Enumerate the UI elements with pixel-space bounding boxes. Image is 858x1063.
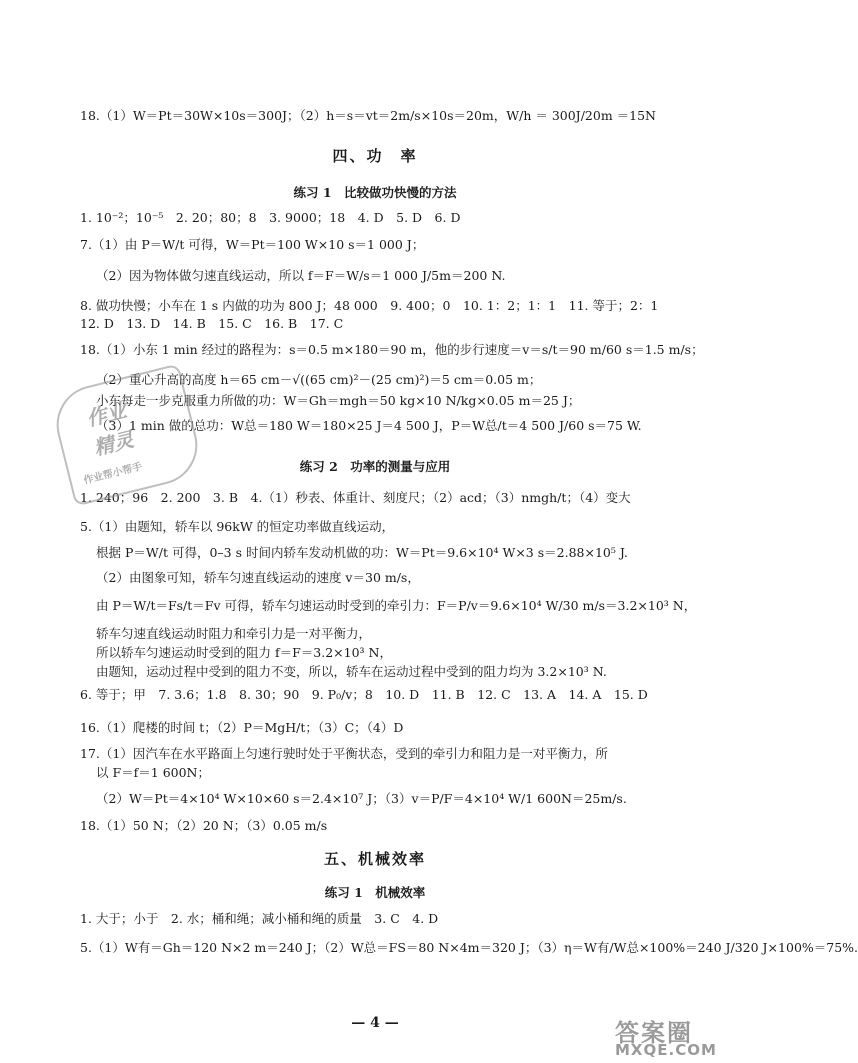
stamp-text: 精灵 [91, 426, 136, 460]
watermark-title: 答案圈 [615, 1019, 693, 1047]
answer-line: （2）由图象可知，轿车匀速直线运动的速度 v＝30 m/s， [96, 570, 420, 585]
answer-line: 18.（1）小东 1 min 经过的路程为：s＝0.5 m×180＝90 m，他的步行速度＝v＝s/t＝90 m/60 s＝1.5 m/s； [80, 342, 704, 357]
answer-line: 由 P＝W/t＝Fs/t＝Fv 可得，轿车匀速运动时受到的牵引力：F＝P/v＝9.6×10⁴ W/30 m/s＝3.2×10³ N， [96, 598, 697, 613]
answer-line: 轿车匀速直线运动时阻力和牵引力是一对平衡力， [96, 626, 372, 641]
answer-line: 1. 240；96 2. 200 3. B 4.（1）秒表、体重计、刻度尺；（2）acd；（3）nmgh/t；（4）变大 [80, 490, 631, 505]
answer-line: 18.（1）W＝Pt＝30W×10s＝300J；（2）h＝s＝vt＝2m/s×10s＝20m，W/h ＝ 300J/20m ＝15N [80, 108, 656, 123]
answer-line: 12. D 13. D 14. B 15. C 16. B 17. C [80, 316, 344, 331]
answer-line: 由题知，运动过程中受到的阻力不变，所以，轿车在运动过程中受到的阻力均为 3.2×10³ N. [96, 664, 607, 679]
answer-line: 18.（1）50 N；（2）20 N；（3）0.05 m/s [80, 818, 328, 833]
answer-line: 5.（1）W有＝Gh＝120 N×2 m＝240 J；（2）W总＝FS＝80 N×4m＝320 J；（3）η＝W有/W总×100%＝240 J/320 J×100%＝75%. [80, 940, 858, 955]
answer-line: 1. 10⁻²；10⁻⁵ 2. 20；80；8 3. 9000；18 4. D 5. D 6. D [80, 210, 461, 225]
stamp-text: 作业 [84, 397, 129, 431]
answer-line: 7.（1）由 P＝W/t 可得，W＝Pt＝100 W×10 s＝1 000 J； [80, 237, 425, 252]
exercise-heading: 练习 2 功率的测量与应用 [299, 459, 451, 474]
watermark-url: MXQE.COM [615, 1041, 717, 1059]
homework-stamp [48, 363, 206, 506]
answer-line: 17.（1）因汽车在水平路面上匀速行驶时处于平衡状态，受到的牵引力和阻力是一对平衡力，所 [80, 746, 608, 761]
answer-line: 16.（1）爬楼的时间 t；（2）P＝MgH/t；（3）C；（4）D [80, 720, 404, 735]
exercise-heading: 练习 1 比较做功快慢的方法 [293, 185, 457, 200]
answer-line: （2）重心升高的高度 h＝65 cm－√((65 cm)²－(25 cm)²)＝5 cm＝0.05 m； [96, 372, 542, 387]
page-number: — 4 — [351, 1015, 399, 1031]
site-watermark [615, 1013, 745, 1059]
answer-line: 以 F＝f＝1 600N； [96, 765, 210, 780]
answer-line: 根据 P＝W/t 可得，0–3 s 时间内轿车发动机做的功：W＝Pt＝9.6×10⁴ W×3 s＝2.88×10⁵ J. [96, 545, 628, 560]
answer-line: 1. 大于；小于 2. 水；桶和绳；减小桶和绳的质量 3. C 4. D [80, 911, 439, 926]
answer-line: 小东每走一步克服重力所做的功：W＝Gh＝mgh＝50 kg×10 N/kg×0.05 m＝25 J； [96, 393, 581, 408]
stamp-caption: 作业帮小帮手 [82, 461, 144, 487]
section-heading: 四、功 率 [332, 147, 418, 165]
answer-line: 6. 等于；甲 7. 3.6；1.8 8. 30；90 9. P₀/v；8 10. D 11. B 12. C 13. A 14. A 15. D [80, 687, 648, 702]
exercise-heading: 练习 1 机械效率 [324, 885, 426, 900]
answer-line: （3）1 min 做的总功：W总＝180 W＝180×25 J＝4 500 J，P＝W总/t＝4 500 J/60 s＝75 W. [96, 418, 642, 433]
answer-line: 所以轿车匀速运动时受到的阻力 f＝F＝3.2×10³ N， [96, 645, 392, 660]
answer-line: （2）W＝Pt＝4×10⁴ W×10×60 s＝2.4×10⁷ J；（3）v＝P/F＝4×10⁴ W/1 600N＝25m/s. [96, 791, 627, 806]
answer-line: 5.（1）由题知，轿车以 96kW 的恒定功率做直线运动， [80, 519, 395, 534]
section-heading: 五、机械效率 [323, 850, 426, 868]
answer-line: 8. 做功快慢；小车在 1 s 内做的功为 800 J；48 000 9. 400；0 10. 1：2；1：1 11. 等于；2：1 [80, 298, 659, 313]
answer-line: （2）因为物体做匀速直线运动，所以 f＝F＝W/s＝1 000 J/5m＝200 N. [96, 268, 506, 283]
